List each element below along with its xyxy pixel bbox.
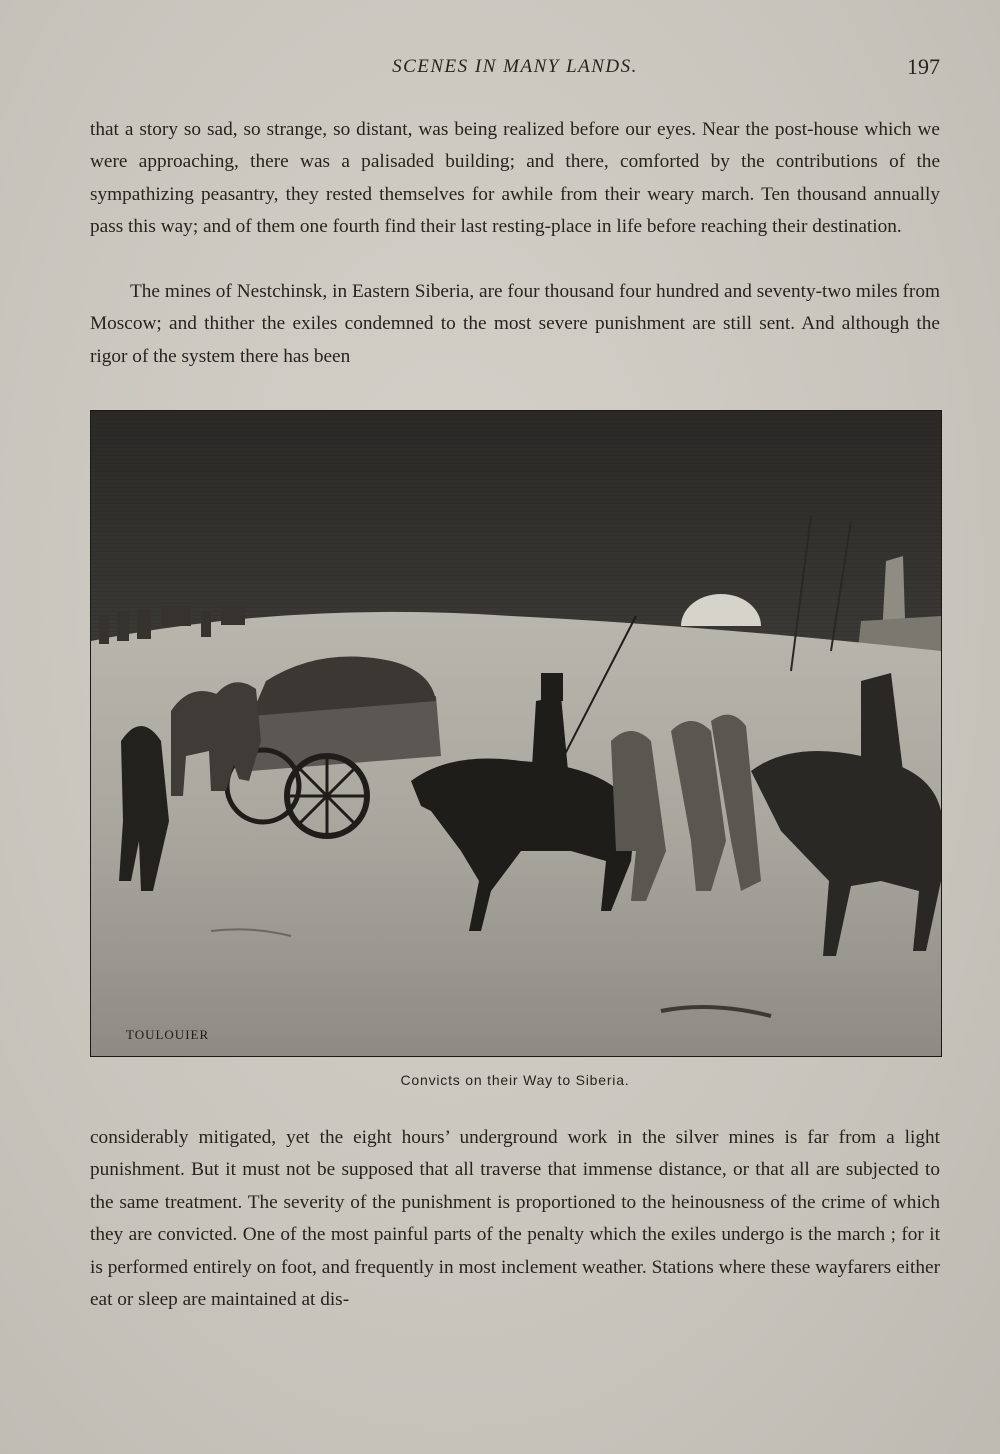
engraver-signature: TOULOUIER: [126, 1027, 210, 1042]
body-paragraph: The mines of Nestchinsk, in Eastern Siberia, are four thousand four hundred and seventy-two miles from Moscow; and thither the exiles condemned to the most severe punishment are still sent. And although the rigor of the system there has been: [90, 281, 940, 367]
engraving-illustration: [90, 410, 942, 1057]
body-paragraph: considerably mitigated, yet the eight hours’ underground work in the silver mines is far from a light punishment. But it must not be supposed that all traverse that immense distance, or that all are subjected to the same treatment. The severity of the punishment is proportioned to the heinousness of the crime of which they are convicted. One of the most painful parts of the penalty which the exiles undergo is the march ; for it is performed entirely on foot, and frequently in most inclement weather. Stations where these wayfarers either eat or sleep are maintained at dis-: [90, 1127, 940, 1311]
running-head: [90, 56, 940, 86]
running-title: SCENES IN MANY LANDS.: [392, 56, 638, 77]
engraving-scene: [91, 411, 941, 1056]
body-paragraph: that a story so sad, so strange, so distant, was being realized before our eyes. Near the post-house which we were approaching, there was a palisaded building; and there, comforted by the contributions of the sympathizing peasantry, they rested themselves for awhile from their weary march. Ten thousand annually pass this way; and of them one fourth find their last resting-place in life before reaching their destination.: [90, 119, 940, 238]
illustration-caption: Convicts on their Way to Siberia.: [400, 1072, 630, 1088]
page-number: 197: [907, 54, 940, 79]
